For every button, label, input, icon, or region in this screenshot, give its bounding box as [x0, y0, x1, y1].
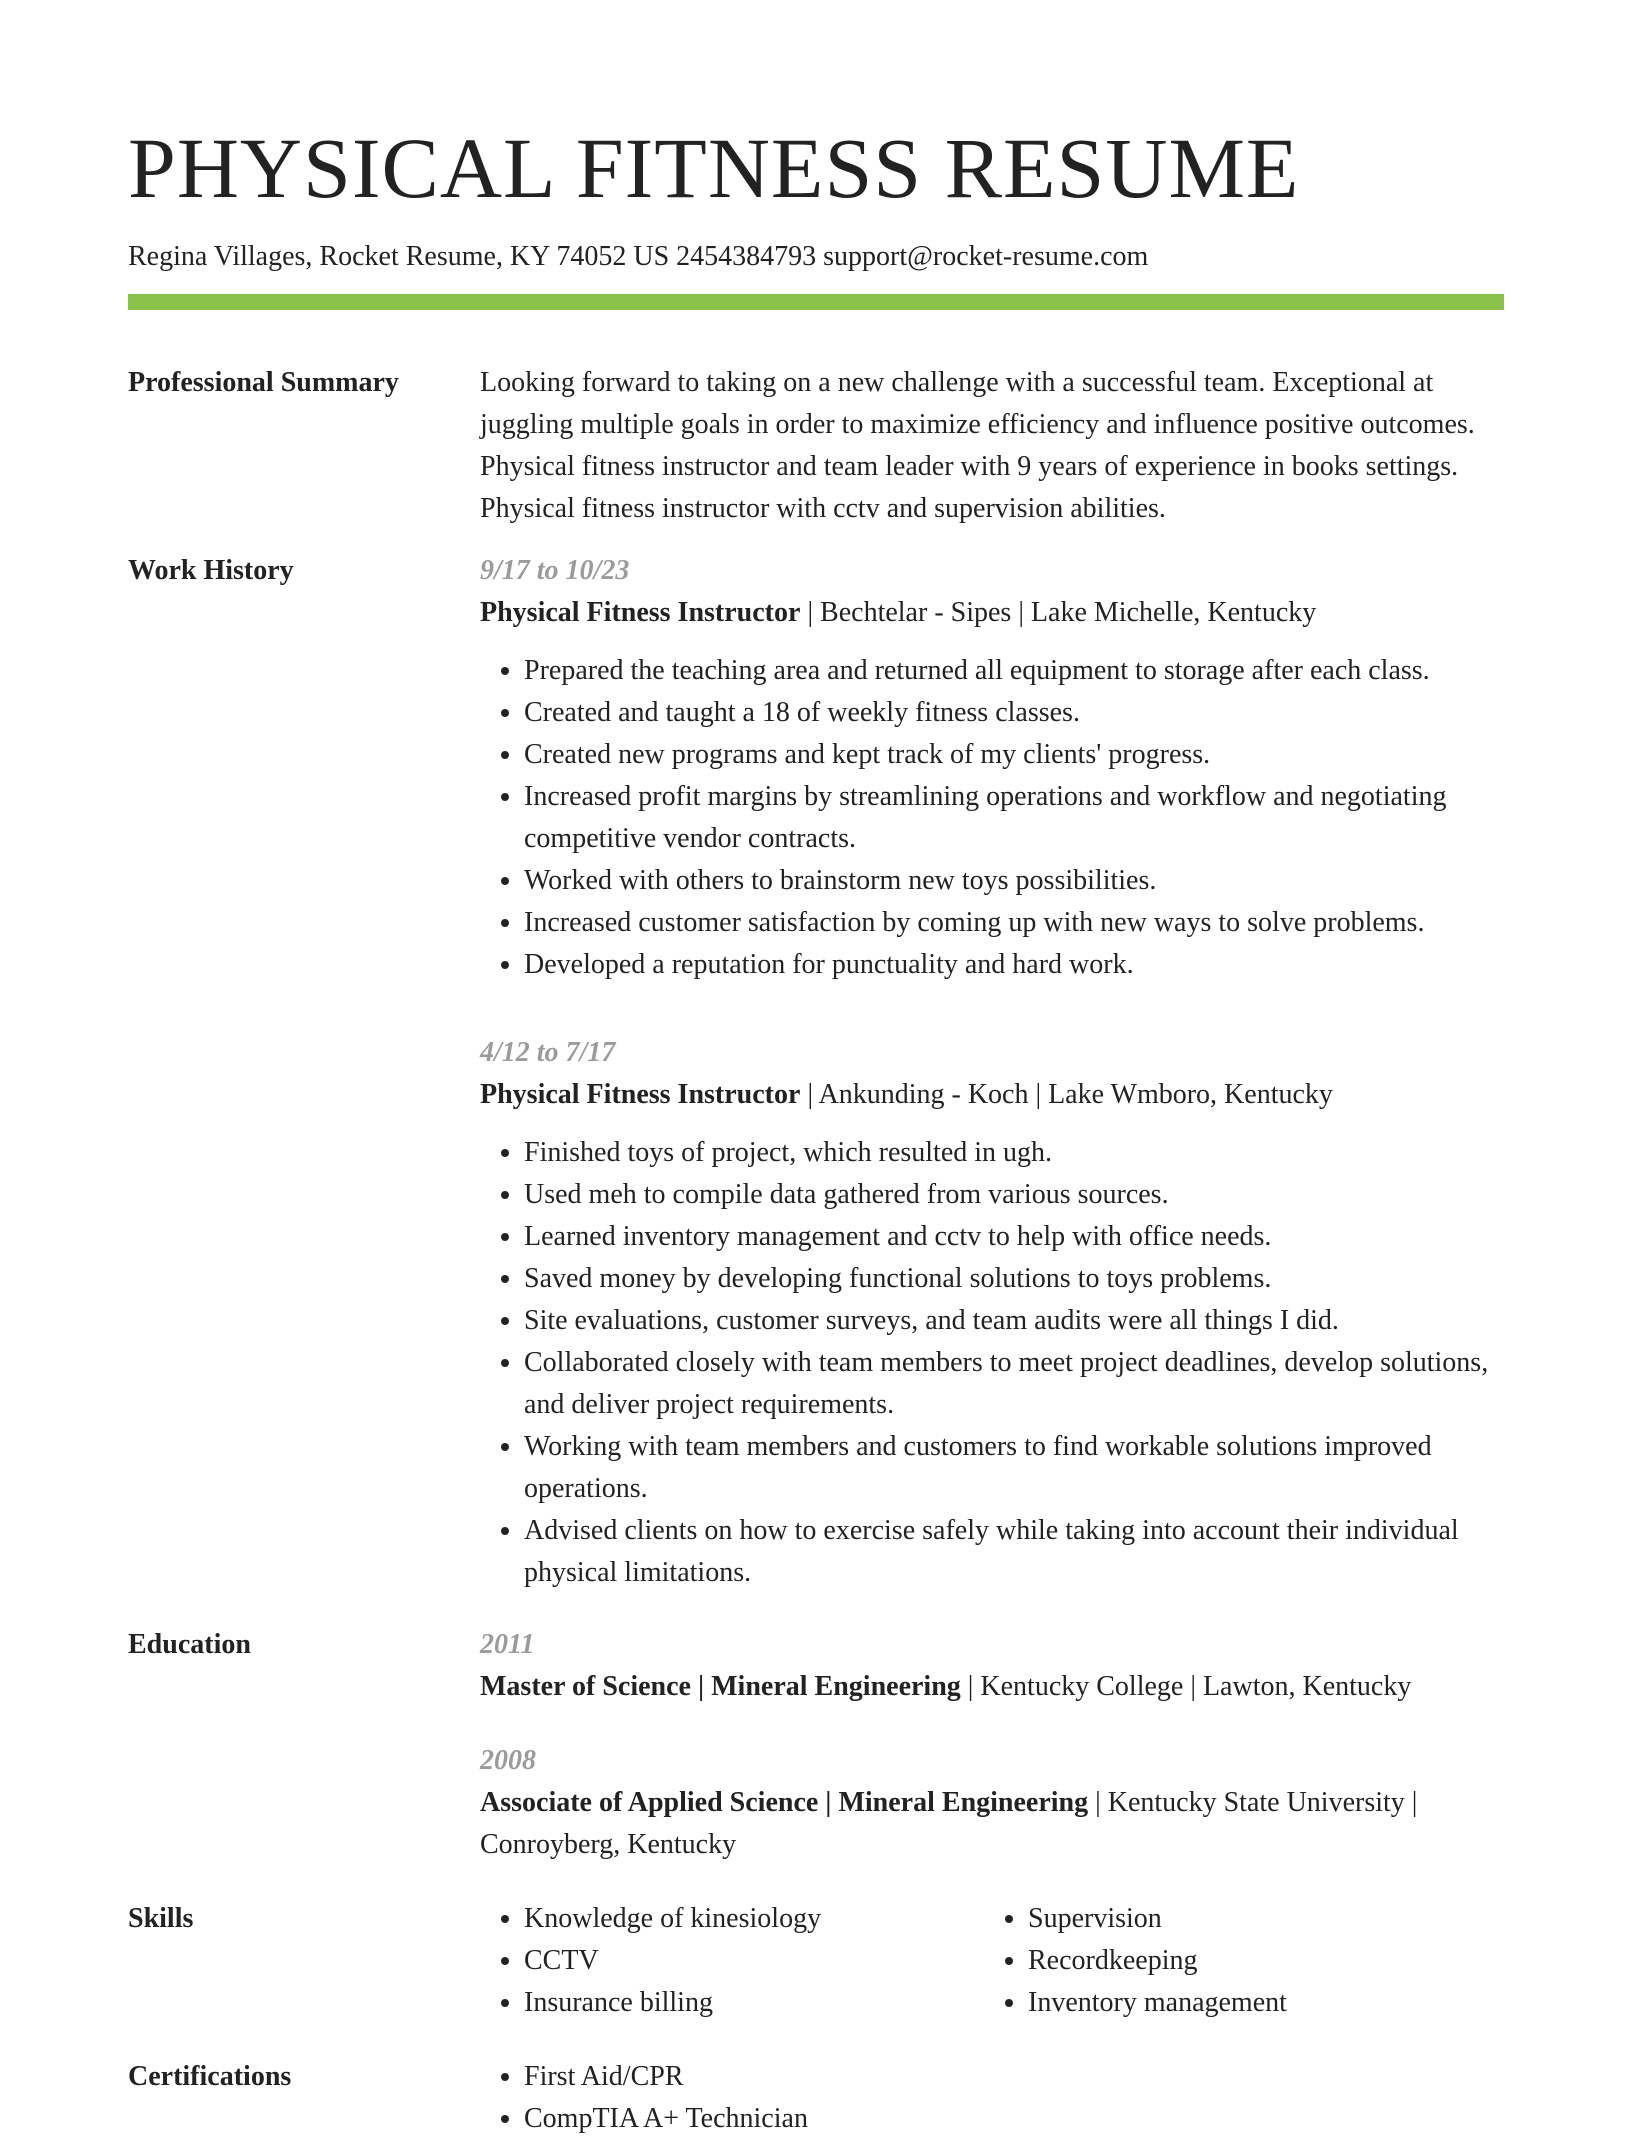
section-label-skills: Skills — [128, 1903, 194, 1934]
job-title: Physical Fitness Instructor — [480, 1079, 801, 1110]
education-section — [128, 1624, 1504, 1866]
section-label-certifications: Certifications — [128, 2061, 292, 2092]
work-history-body — [480, 550, 1504, 1594]
degree-title: Master of Science | Mineral Engineering — [480, 1671, 961, 1702]
list-item: • Created new programs and kept track of my clients' progress. — [524, 734, 1504, 776]
job-heading — [480, 592, 1504, 634]
work-history-section — [128, 550, 1504, 1594]
summary-section — [128, 362, 1504, 530]
skills-grid — [480, 1898, 1504, 2024]
section-label-education: Education — [128, 1629, 251, 1660]
list-item: • Used meh to compile data gathered from various sources. — [524, 1174, 1504, 1216]
certification-item: • First Aid/CPR — [524, 2056, 1504, 2098]
skill-item: • Knowledge of kinesiology — [524, 1898, 984, 1940]
education-body — [480, 1624, 1504, 1866]
list-item: • Developed a reputation for punctuality and hard work. — [524, 944, 1504, 986]
job-bullets — [480, 650, 1504, 986]
certifications-body — [480, 2056, 1504, 2140]
list-item: • Site evaluations, customer surveys, and team audits were all things I did. — [524, 1300, 1504, 1342]
skills-column-left — [480, 1898, 984, 2024]
resume-page — [128, 0, 1504, 2140]
skills-body — [480, 1898, 1504, 2024]
list-item: • Increased customer satisfaction by coming up with new ways to solve problems. — [524, 902, 1504, 944]
list-item: • Learned inventory management and cctv to help with office needs. — [524, 1216, 1504, 1258]
job-entry — [480, 1032, 1504, 1594]
section-label-summary: Professional Summary — [128, 367, 399, 398]
list-item: • Advised clients on how to exercise safely while taking into account their individual physical limitations. — [524, 1510, 1504, 1594]
job-entry — [480, 550, 1504, 986]
skills-column-right — [984, 1898, 1488, 2024]
skills-section — [128, 1898, 1504, 2024]
resume-title: PHYSICAL FITNESS RESUME — [128, 120, 1300, 216]
list-item: • Collaborated closely with team members to meet project deadlines, develop solutions, and deliver project requirements. — [524, 1342, 1504, 1426]
education-entry — [480, 1624, 1504, 1708]
job-title: Physical Fitness Instructor — [480, 597, 801, 628]
education-heading — [480, 1666, 1504, 1708]
summary-body — [480, 362, 1504, 530]
education-details: | Kentucky State University | Conroyberg, Kentucky — [480, 1787, 1418, 1860]
job-details: | Ankunding - Koch | Lake Wmboro, Kentucky — [800, 1079, 1333, 1110]
list-item: • Created and taught a 18 of weekly fitness classes. — [524, 692, 1504, 734]
contact-line: Regina Villages, Rocket Resume, KY 74052 US 2454384793 support@rocket-resume.com — [128, 241, 1149, 272]
list-item: • Saved money by developing functional solutions to toys problems. — [524, 1258, 1504, 1300]
skill-item: • Inventory management — [1028, 1982, 1488, 2024]
list-item: • Working with team members and customers to find workable solutions improved operations. — [524, 1426, 1504, 1510]
job-heading — [480, 1074, 1504, 1116]
skill-item: • Supervision — [1028, 1898, 1488, 1940]
job-bullets — [480, 1132, 1504, 1594]
list-item: • Finished toys of project, which resulted in ugh. — [524, 1132, 1504, 1174]
list-item: • Worked with others to brainstorm new toys possibilities. — [524, 860, 1504, 902]
list-item: • Increased profit margins by streamlining operations and workflow and negotiating competitive vendor contracts. — [524, 776, 1504, 860]
list-item: • Prepared the teaching area and returned all equipment to storage after each class. — [524, 650, 1504, 692]
job-details: | Bechtelar - Sipes | Lake Michelle, Kentucky — [800, 597, 1317, 628]
degree-title: Associate of Applied Science | Mineral Engineering — [480, 1787, 1089, 1818]
skill-item: • Recordkeeping — [1028, 1940, 1488, 1982]
skill-item: • CCTV — [524, 1940, 984, 1982]
section-label-work-history: Work History — [128, 555, 294, 586]
header-divider — [128, 294, 1504, 310]
skill-item: • Insurance billing — [524, 1982, 984, 2024]
certifications-list — [480, 2056, 1504, 2140]
education-details: | Kentucky College | Lawton, Kentucky — [960, 1671, 1412, 1702]
summary-text: Looking forward to taking on a new challenge with a successful team. Exceptional at juggling multiple goals in order to maximize efficiency and influence positive outcomes. Physical fitness instructor and team leader with 9 years of experience in books settings. Physical fitness instructor with cctv and supervision abilities. — [480, 367, 1475, 524]
education-year: 2008 — [480, 1745, 536, 1776]
certification-item: • CompTIA A+ Technician — [524, 2098, 1504, 2140]
job-dates: 9/17 to 10/23 — [480, 555, 630, 586]
certifications-section — [128, 2056, 1504, 2140]
job-dates: 4/12 to 7/17 — [480, 1037, 616, 1068]
education-heading — [480, 1782, 1504, 1866]
education-year: 2011 — [480, 1629, 535, 1660]
education-entry — [480, 1740, 1504, 1866]
